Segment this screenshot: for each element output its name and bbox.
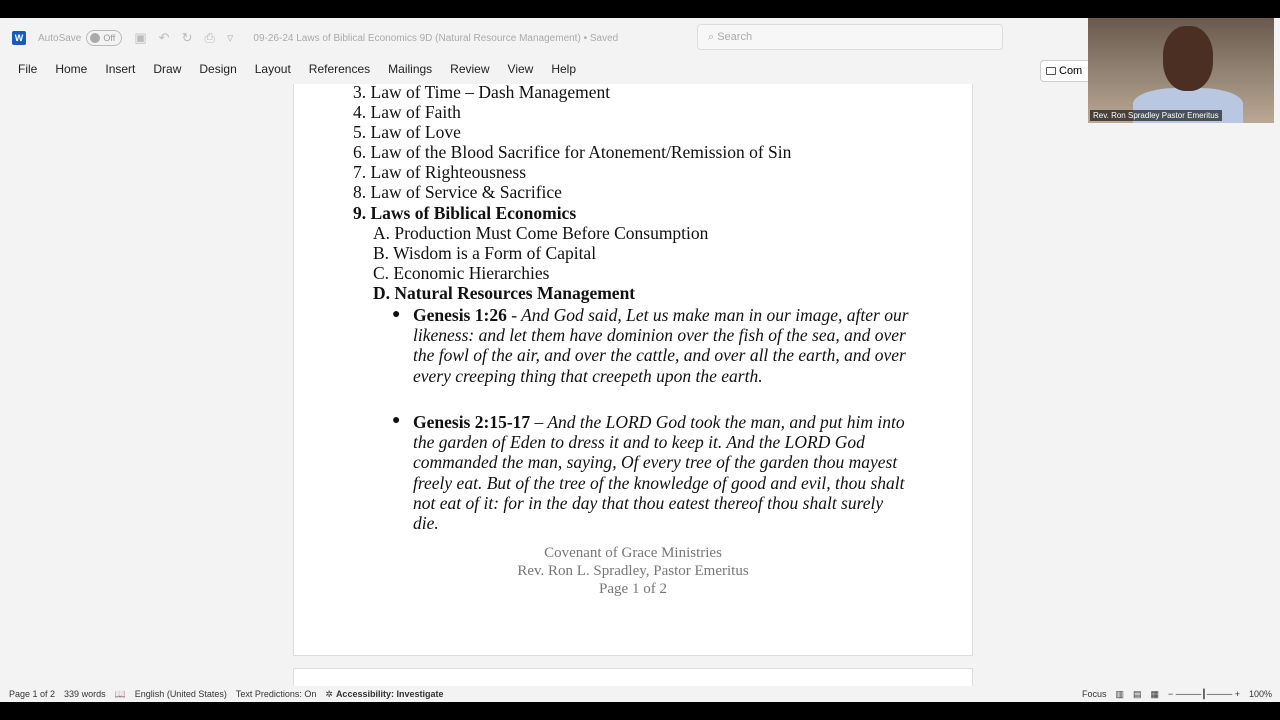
text-predictions[interactable]: Text Predictions: On <box>235 689 317 699</box>
footer-ministry: Covenant of Grace Ministries <box>544 545 722 561</box>
accessibility-status[interactable]: Accessibility: Investigate <box>335 689 444 699</box>
ribbon-tabs <box>0 62 576 76</box>
video-overlay <box>1088 18 1274 123</box>
verse-genesis-2-15 <box>413 412 913 533</box>
list-item: 7. Law of Righteousness <box>353 162 527 182</box>
sub-item-heading: D. Natural Resources Management <box>373 283 636 303</box>
list-item: 5. Law of Love <box>353 122 461 142</box>
list-item: 6. Law of the Blood Sacrifice for Atonement/Remission of Sin <box>353 142 792 162</box>
tab-design[interactable]: Design <box>199 62 237 76</box>
search-input[interactable]: ⌕ Search <box>697 24 1003 50</box>
sub-item: B. Wisdom is a Form of Capital <box>373 243 597 263</box>
language[interactable]: English (United States) <box>134 689 227 699</box>
customize-toolbar-icon[interactable]: ▿ <box>226 30 234 45</box>
document-canvas[interactable] <box>0 84 1280 686</box>
list-item: 8. Law of Service & Sacrifice <box>353 182 562 202</box>
word-count[interactable]: 339 words <box>64 689 106 699</box>
autosave-toggle[interactable] <box>86 30 122 46</box>
list-item: 4. Law of Faith <box>353 102 461 122</box>
speaker-face <box>1163 26 1213 91</box>
tab-draw[interactable]: Draw <box>153 62 182 76</box>
document-title[interactable]: 09-26-24 Laws of Biblical Economics 9D (Natural Resource Management) • Saved <box>253 32 619 44</box>
list-item-heading: 9. Laws of Biblical Economics <box>353 203 577 223</box>
tab-mailings[interactable]: Mailings <box>388 62 433 76</box>
autosave-label: AutoSave <box>38 32 82 44</box>
list-item: 3. Law of Time – Dash Management <box>353 84 611 102</box>
save-icon[interactable]: ▣ <box>134 30 147 45</box>
sub-item: C. Economic Hierarchies <box>373 263 550 283</box>
status-bar <box>0 686 1280 702</box>
word-logo-icon: W <box>12 31 26 45</box>
tab-file[interactable]: File <box>18 62 38 76</box>
autosave-state: Off <box>103 33 116 43</box>
zoom-level[interactable]: 100% <box>1248 689 1272 699</box>
sub-item: A. Production Must Come Before Consumption <box>373 223 709 243</box>
verse-ref: Genesis 2:15-17 <box>413 412 531 432</box>
page-count[interactable]: Page 1 of 2 <box>9 689 56 699</box>
document-page-2[interactable] <box>293 668 973 686</box>
bullet: ● <box>392 413 401 428</box>
tab-references[interactable]: References <box>308 62 371 76</box>
comments-button[interactable] <box>1040 60 1088 82</box>
tab-insert[interactable]: Insert <box>105 62 136 76</box>
focus-button[interactable]: Focus <box>1081 689 1107 699</box>
tab-help[interactable]: Help <box>551 62 577 76</box>
redo-icon[interactable]: ↻ <box>181 30 193 45</box>
web-layout-icon[interactable]: ▦ <box>1150 688 1160 699</box>
verse-text: – And the LORD God took the man, and put him into the garden of Eden to dress it and to keep it. And the LORD God commanded the man, saying, Of every tree of the garden thou mayest freely eat. But of the tree of the knowledge of good and evil, thou shalt not eat of it: for in the day that thou eatest thereof thou shalt surely die. <box>413 412 905 534</box>
verse-genesis-1-26 <box>413 305 913 386</box>
undo-icon[interactable]: ↶ <box>158 30 170 45</box>
tab-home[interactable]: Home <box>55 62 88 76</box>
bullet: ● <box>392 307 401 322</box>
print-icon[interactable]: ⎙ <box>204 30 215 45</box>
speaker-caption: Rev. Ron Spradley Pastor Emeritus <box>1090 110 1222 121</box>
document-page[interactable] <box>293 84 973 656</box>
search-placeholder: Search <box>717 31 753 43</box>
proofing-icon[interactable]: 📖 <box>114 688 126 699</box>
tab-review[interactable]: Review <box>450 62 490 76</box>
read-mode-icon[interactable]: ▥ <box>1115 688 1124 699</box>
verse-ref: Genesis 1:26 <box>413 305 507 325</box>
zoom-slider[interactable]: − ────┃──── + <box>1168 688 1240 699</box>
comments-label: Com <box>1059 65 1083 77</box>
accessibility-icon: ✲ <box>325 688 333 699</box>
footer-author: Rev. Ron L. Spradley, Pastor Emeritus <box>517 563 749 579</box>
print-layout-icon[interactable]: ▤ <box>1132 688 1142 699</box>
tab-layout[interactable]: Layout <box>254 62 291 76</box>
tab-view[interactable]: View <box>507 62 534 76</box>
comment-icon <box>1046 67 1056 75</box>
verse-text: - And God said, Let us make man in our image, after our likeness: and let them have dominion over the fish of the sea, and over the fowl of the air, and over the cattle, and over all the earth, and over every creeping thing that creepeth upon the earth. <box>413 305 909 386</box>
footer-page: Page 1 of 2 <box>599 581 667 597</box>
